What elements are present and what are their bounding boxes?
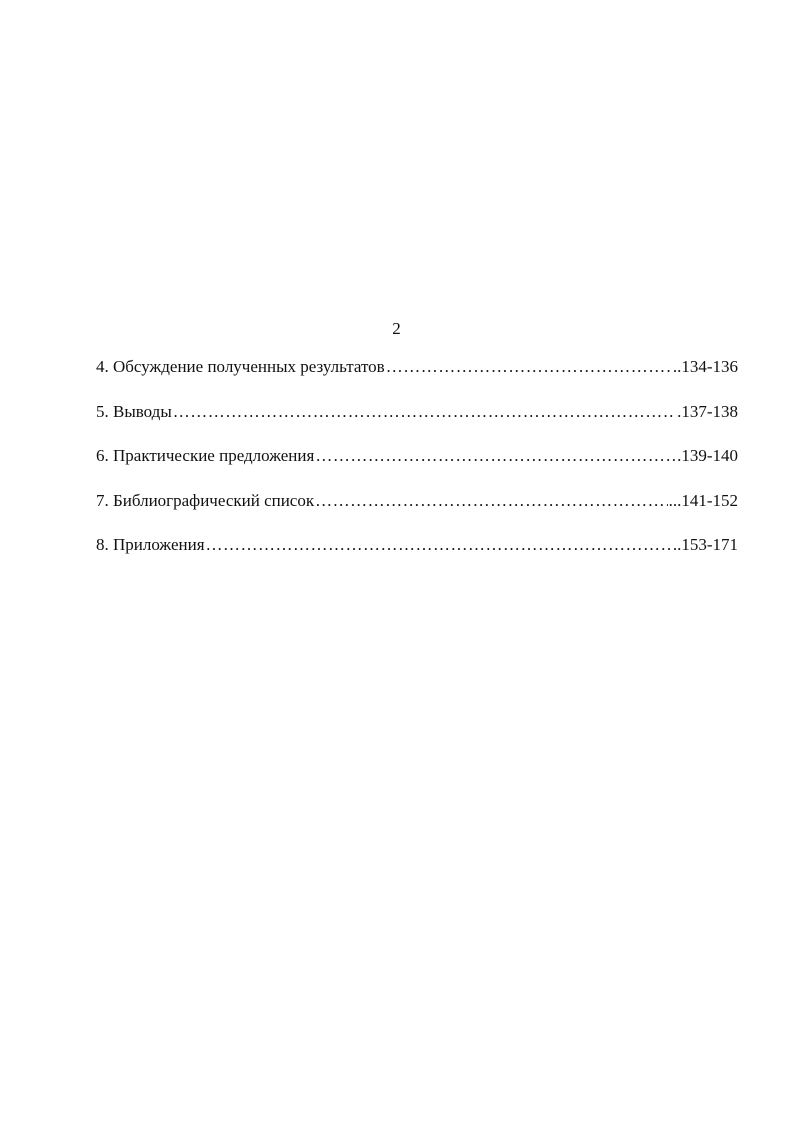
toc-entry-bibliography bbox=[96, 490, 738, 535]
table-of-contents bbox=[96, 356, 738, 579]
toc-entry-practical-proposals bbox=[96, 445, 738, 490]
toc-dot-leader bbox=[386, 356, 672, 378]
toc-entry-pages: .137-138 bbox=[677, 401, 738, 421]
toc-entry-pages: ...141-152 bbox=[668, 490, 738, 510]
toc-entry-label: 4. Обсуждение полученных результатов bbox=[96, 357, 385, 376]
toc-entry-label: 8. Приложения bbox=[96, 535, 205, 554]
toc-entry-pages: ..153-171 bbox=[672, 535, 738, 554]
toc-dot-leader bbox=[315, 445, 676, 467]
toc-entry-label: 5. Выводы bbox=[96, 401, 172, 421]
page-number: 2 bbox=[392, 319, 401, 338]
toc-entry-pages: .139-140 bbox=[677, 446, 738, 465]
toc-dot-leader bbox=[206, 534, 672, 556]
toc-entry-conclusions bbox=[96, 401, 738, 446]
toc-entry-discussion bbox=[96, 356, 738, 401]
toc-entry-appendices bbox=[96, 534, 738, 579]
toc-dot-leader bbox=[315, 490, 667, 512]
toc-entry-pages: ..134-136 bbox=[672, 357, 738, 376]
toc-dot-leader bbox=[173, 401, 676, 423]
toc-entry-label: 7. Библиографический список bbox=[96, 490, 315, 510]
toc-entry-label: 6. Практические предложения bbox=[96, 446, 315, 465]
